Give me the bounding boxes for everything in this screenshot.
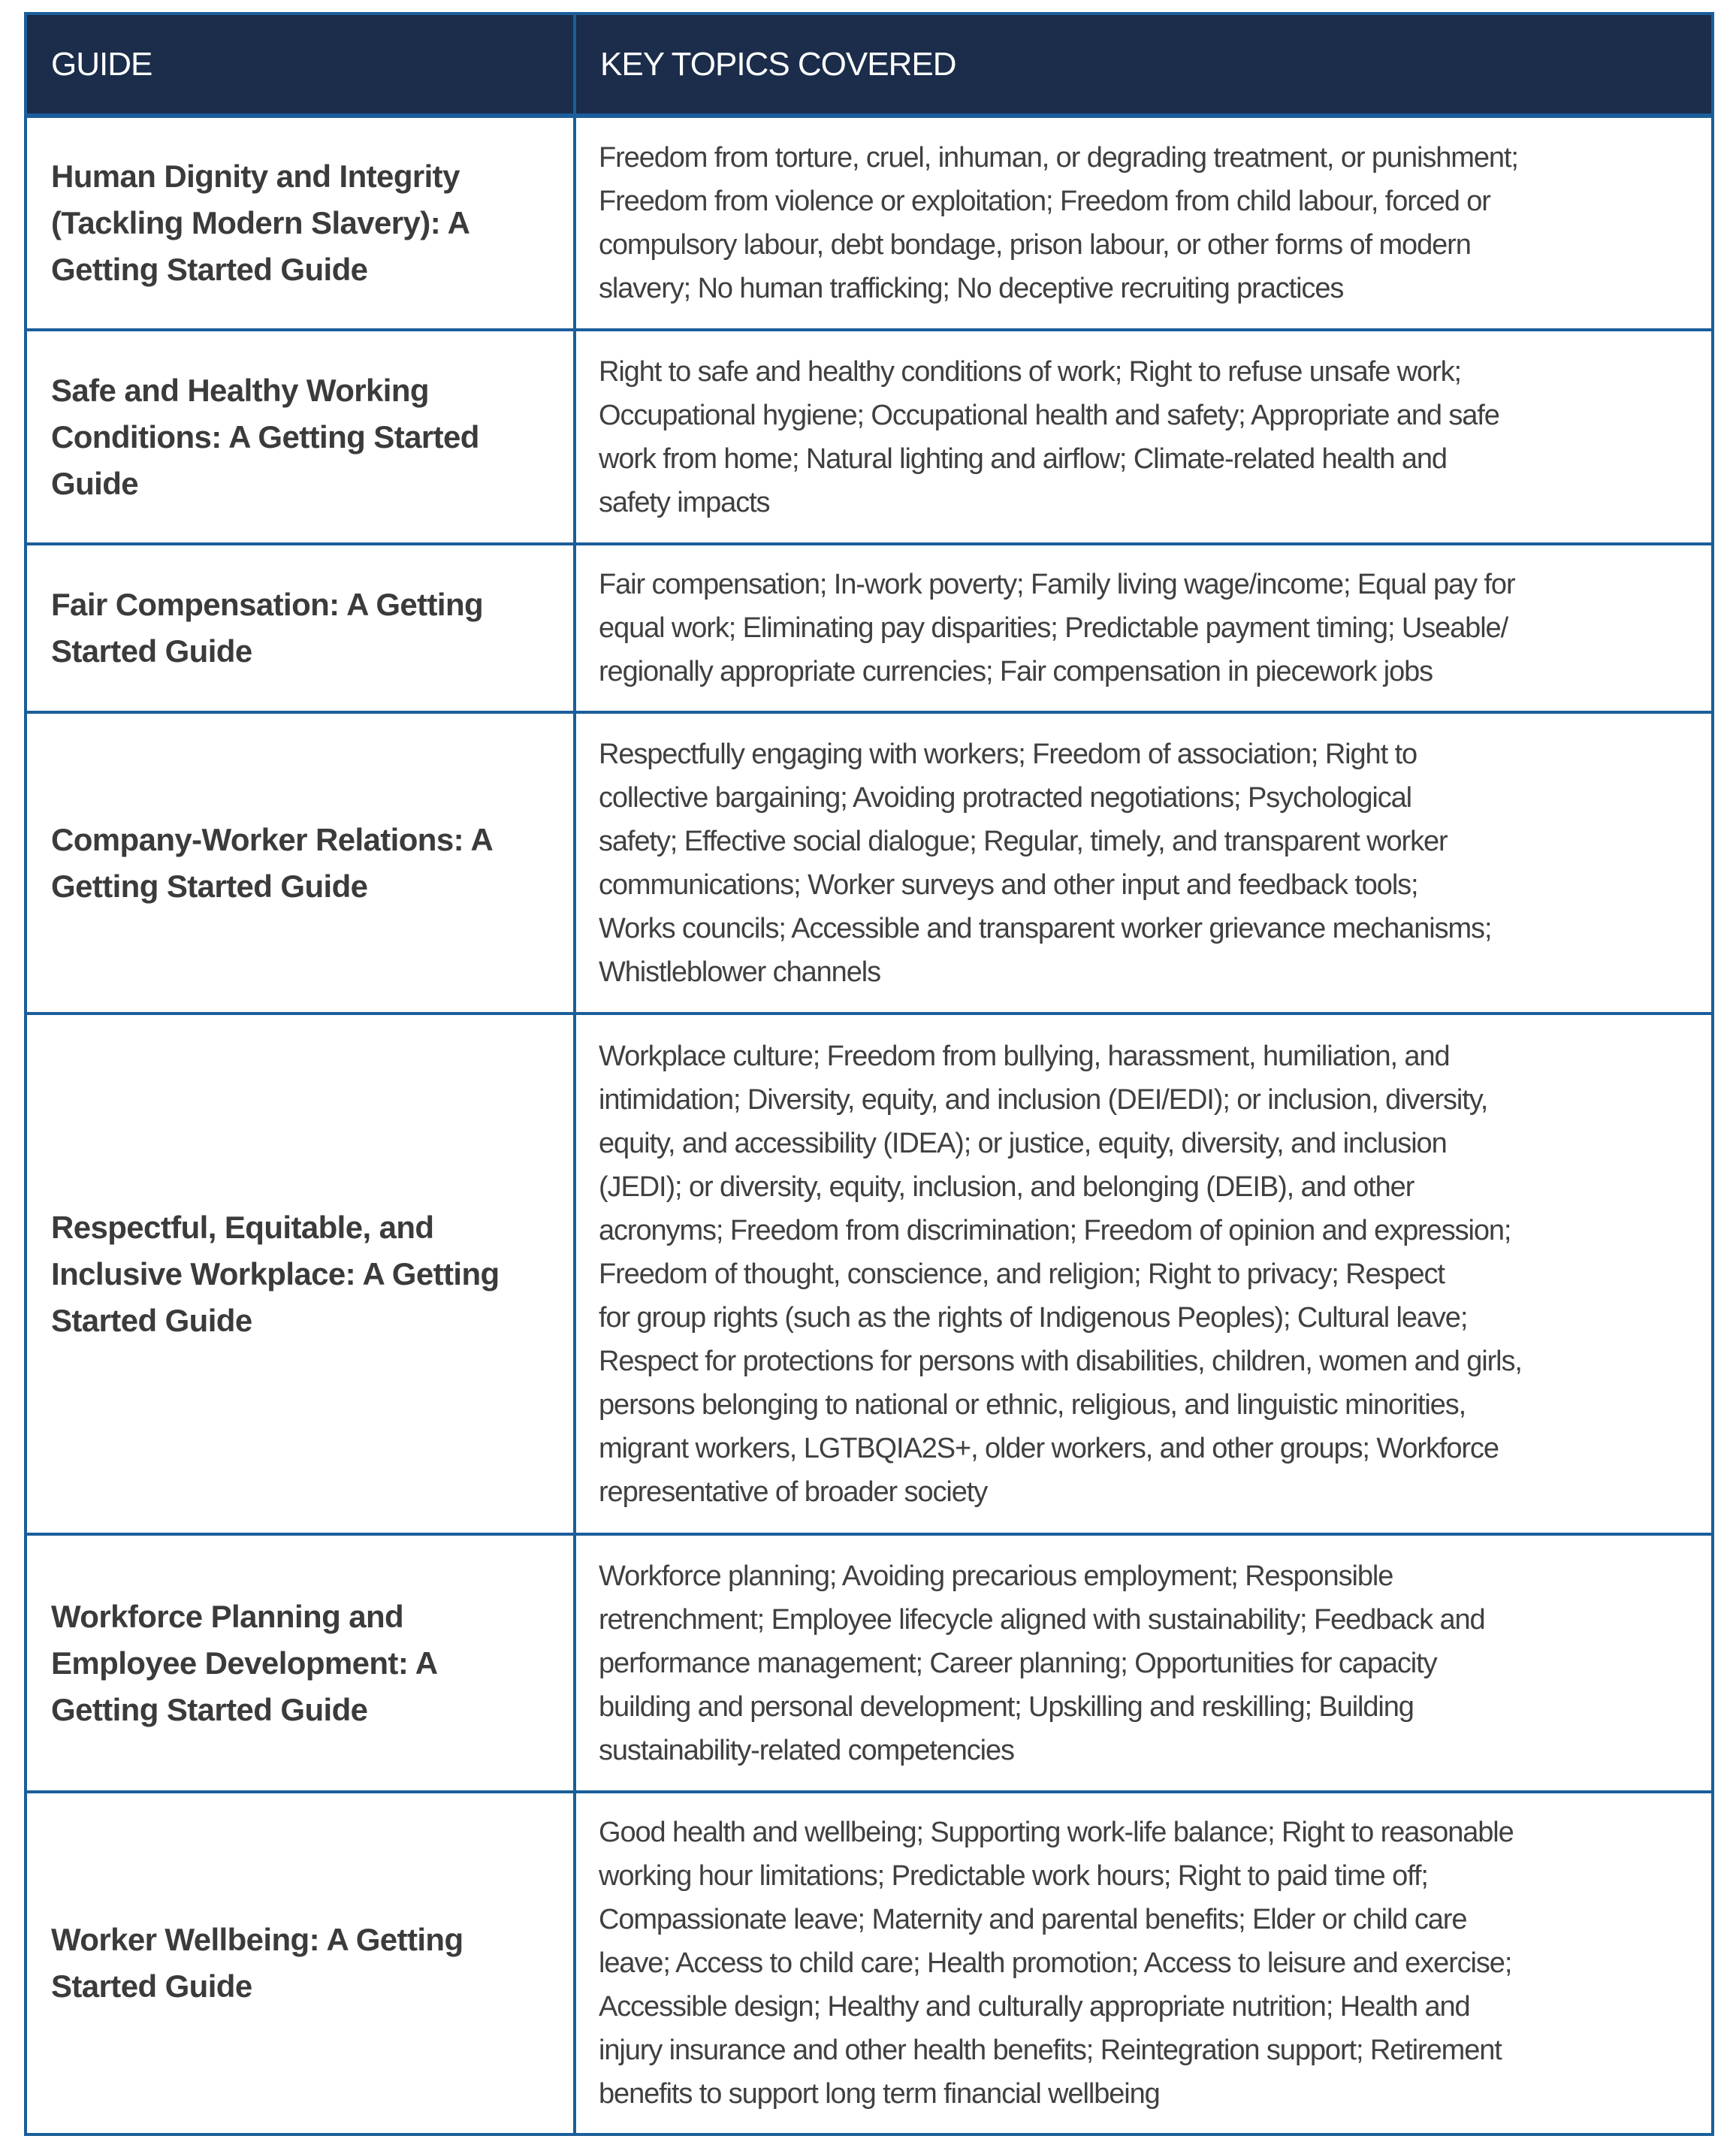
topics-line: equity, and accessibility (IDEA); or justice, equity, diversity, and inclusion bbox=[599, 1127, 1447, 1159]
guide-title bbox=[51, 582, 483, 675]
topics-text bbox=[599, 1035, 1522, 1514]
topics-line: safety impacts bbox=[599, 486, 770, 518]
topics-line: Respect for protections for persons with disabilities, children, women and girls, bbox=[599, 1345, 1522, 1377]
guide-title bbox=[51, 367, 479, 507]
topics-line: injury insurance and other health benefits; Reintegration support; Retirement bbox=[599, 2035, 1502, 2066]
topics-line: slavery; No human trafficking; No deceptive recruiting practices bbox=[599, 273, 1344, 304]
topics-cell bbox=[576, 1015, 1711, 1536]
guide-title-line: Worker Wellbeing: A Getting bbox=[51, 1922, 463, 1957]
guide-cell bbox=[27, 331, 576, 545]
topics-line: Freedom of thought, conscience, and religion; Right to privacy; Respect bbox=[599, 1258, 1445, 1290]
guide-title bbox=[51, 1917, 463, 2010]
guide-cell bbox=[27, 545, 576, 714]
topics-text bbox=[599, 1554, 1485, 1772]
topics-line: communications; Worker surveys and other input and feedback tools; bbox=[599, 869, 1418, 901]
guide-title-line: Getting Started Guide bbox=[51, 868, 368, 904]
topics-line: Accessible design; Healthy and culturally appropriate nutrition; Health and bbox=[599, 1991, 1470, 2023]
guide-title bbox=[51, 1594, 437, 1733]
topics-line: Freedom from violence or exploitation; Freedom from child labour, forced or bbox=[599, 186, 1490, 217]
guide-cell bbox=[27, 1536, 576, 1793]
topics-line: persons belonging to national or ethnic, religious, and linguistic minorities, bbox=[599, 1388, 1466, 1421]
guide-cell bbox=[27, 118, 576, 331]
topics-line: Right to safe and healthy conditions of work; Right to refuse unsafe work; bbox=[599, 355, 1461, 388]
topics-text bbox=[599, 563, 1515, 693]
guide-title-line: Conditions: A Getting Started bbox=[51, 418, 479, 455]
guide-title-line: Started Guide bbox=[51, 633, 252, 669]
guide-title bbox=[51, 153, 469, 293]
topics-line: Workforce planning; Avoiding precarious employment; Responsible bbox=[599, 1560, 1393, 1592]
header-key-topics bbox=[576, 15, 1711, 118]
topics-line: migrant workers, LGTBQIA2S+, older workers, and other groups; Workforce bbox=[599, 1432, 1499, 1464]
topics-cell bbox=[576, 118, 1711, 331]
topics-line: sustainability-related competencies bbox=[599, 1734, 1014, 1766]
guide-title bbox=[51, 1204, 500, 1344]
topics-cell bbox=[576, 545, 1711, 714]
topics-line: building and personal development; Upskilling and reskilling; Building bbox=[599, 1690, 1414, 1723]
topics-line: work from home; Natural lighting and airflow; Climate-related health and bbox=[599, 443, 1447, 475]
header-guide bbox=[27, 15, 576, 118]
topics-line: Freedom from torture, cruel, inhuman, or degrading treatment, or punishment; bbox=[599, 142, 1518, 174]
topics-line: working hour limitations; Predictable work hours; Right to paid time off; bbox=[599, 1860, 1428, 1892]
topics-line: Good health and wellbeing; Supporting work-life balance; Right to reasonable bbox=[599, 1817, 1514, 1848]
topics-text bbox=[599, 136, 1518, 310]
guide-title-line: Started Guide bbox=[51, 1968, 252, 2004]
topics-line: benefits to support long term financial wellbeing bbox=[599, 2078, 1160, 2110]
guide-title-line: Workforce Planning and bbox=[51, 1598, 404, 1634]
guide-title-line: Company-Worker Relations: A bbox=[51, 821, 494, 857]
topics-line: Occupational hygiene; Occupational health and safety; Appropriate and safe bbox=[599, 399, 1499, 431]
topics-line: representative of broader society bbox=[599, 1476, 988, 1508]
topics-cell bbox=[576, 331, 1711, 545]
topics-line: retrenchment; Employee lifecycle aligned with sustainability; Feedback and bbox=[599, 1603, 1485, 1636]
topics-cell bbox=[576, 1793, 1711, 2133]
guide-title-line: Respectful, Equitable, and bbox=[51, 1209, 434, 1245]
topics-line: leave; Access to child care; Health promotion; Access to leisure and exercise; bbox=[599, 1947, 1512, 1979]
guide-title-line: Human Dignity and Integrity bbox=[51, 159, 460, 194]
topics-line: performance management; Career planning; Opportunities for capacity bbox=[599, 1647, 1437, 1679]
guide-title-line: Safe and Healthy Working bbox=[51, 372, 429, 408]
guides-table bbox=[24, 12, 1714, 2136]
topics-text bbox=[599, 350, 1499, 524]
topics-line: acronyms; Freedom from discrimination; Freedom of opinion and expression; bbox=[599, 1214, 1511, 1246]
topics-text bbox=[599, 733, 1491, 994]
topics-line: Respectfully engaging with workers; Freedom of association; Right to bbox=[599, 738, 1417, 770]
topics-line: (JEDI); or diversity, equity, inclusion, and belonging (DEIB), and other bbox=[599, 1171, 1414, 1203]
header-key-topics-label: KEY TOPICS COVERED bbox=[600, 45, 956, 83]
guide-cell bbox=[27, 714, 576, 1015]
guide-cell bbox=[27, 1015, 576, 1536]
guide-title-line: Employee Development: A bbox=[51, 1645, 438, 1681]
topics-line: Compassionate leave; Maternity and parental benefits; Elder or child care bbox=[599, 1904, 1467, 1935]
topics-line: regionally appropriate currencies; Fair compensation in piecework jobs bbox=[599, 656, 1433, 687]
topics-line: intimidation; Diversity, equity, and inclusion (DEI/EDI); or inclusion, diversity, bbox=[599, 1083, 1488, 1116]
guide-title-line: (Tackling Modern Slavery): A bbox=[51, 205, 470, 240]
topics-line: Workplace culture; Freedom from bullying, harassment, humiliation, and bbox=[599, 1040, 1450, 1072]
topics-cell bbox=[576, 714, 1711, 1015]
topics-line: Works councils; Accessible and transparent worker grievance mechanisms; bbox=[599, 912, 1492, 944]
header-guide-label: GUIDE bbox=[51, 45, 152, 83]
guide-title-line: Started Guide bbox=[51, 1302, 252, 1338]
guide-title-line: Guide bbox=[51, 465, 139, 501]
guide-title bbox=[51, 817, 493, 910]
guide-title-line: Fair Compensation: A Getting bbox=[51, 587, 484, 622]
topics-line: Whistleblower channels bbox=[599, 956, 880, 988]
topics-line: safety; Effective social dialogue; Regular, timely, and transparent worker bbox=[599, 825, 1448, 857]
topics-line: compulsory labour, debt bondage, prison labour, or other forms of modern bbox=[599, 229, 1471, 261]
topics-line: for group rights (such as the rights of Indigenous Peoples); Cultural leave; bbox=[599, 1301, 1468, 1334]
guide-title-line: Getting Started Guide bbox=[51, 252, 368, 287]
topics-text bbox=[599, 1811, 1514, 2116]
topics-line: Fair compensation; In-work poverty; Family living wage/income; Equal pay for bbox=[599, 569, 1515, 600]
guide-title-line: Getting Started Guide bbox=[51, 1691, 368, 1727]
topics-line: collective bargaining; Avoiding protracted negotiations; Psychological bbox=[599, 781, 1412, 814]
topics-line: equal work; Eliminating pay disparities; Predictable payment timing; Useable/ bbox=[599, 612, 1508, 644]
guide-cell bbox=[27, 1793, 576, 2133]
guide-title-line: Inclusive Workplace: A Getting bbox=[51, 1255, 500, 1291]
topics-cell bbox=[576, 1536, 1711, 1793]
